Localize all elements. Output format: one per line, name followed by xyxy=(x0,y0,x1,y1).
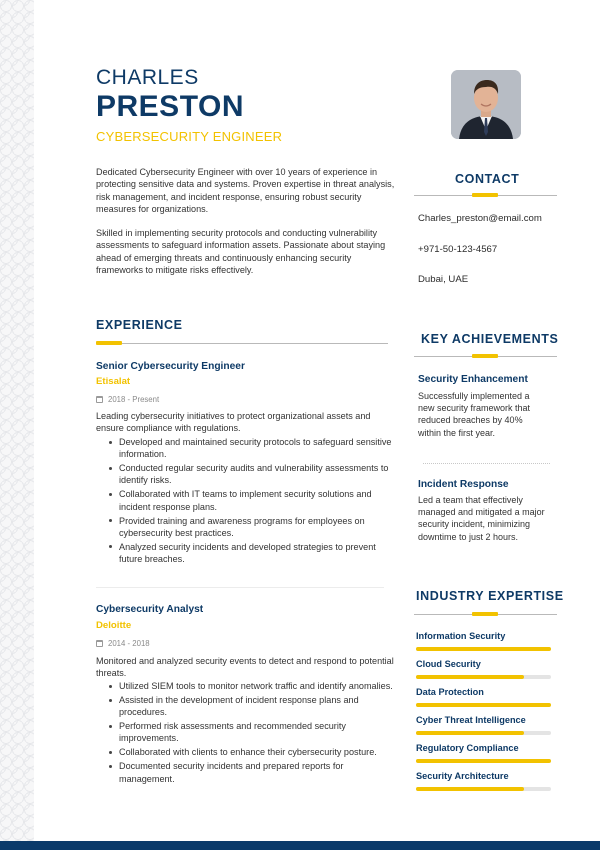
calendar-icon xyxy=(96,640,103,647)
person-portrait-icon xyxy=(451,70,521,139)
achievement-divider xyxy=(423,463,550,464)
job-bullet: Developed and maintained security protocols to safeguard sensitive information. xyxy=(107,436,397,460)
job-dates xyxy=(96,639,150,648)
job-dates xyxy=(96,395,159,404)
job-dates-text: 2014 - 2018 xyxy=(108,639,150,648)
decorative-side-pattern xyxy=(0,0,34,850)
last-name: PRESTON xyxy=(96,90,244,123)
contact-location: Dubai, UAE xyxy=(418,274,469,285)
experience-heading: EXPERIENCE xyxy=(96,318,183,332)
skill-level-bar xyxy=(416,787,551,791)
job-title: CYBERSECURITY ENGINEER xyxy=(96,129,283,144)
profile-photo xyxy=(451,70,521,139)
job-company: Deloitte xyxy=(96,620,132,631)
skill-label: Data Protection xyxy=(416,687,484,697)
job-bullet: Collaborated with clients to enhance their cybersecurity posture. xyxy=(107,746,397,758)
skill-label: Information Security xyxy=(416,631,506,641)
calendar-icon xyxy=(96,396,103,403)
achievement-text: Led a team that effectively managed and mitigated a major security incident, minimizing downtime to just 2 hours. xyxy=(418,495,545,542)
skill-level-fill xyxy=(416,787,524,791)
skill-level-bar xyxy=(416,759,551,763)
job-bullet: Performed risk assessments and recommended security improvements. xyxy=(107,720,397,744)
contact-accent-bar xyxy=(472,193,498,197)
experience-accent-bar xyxy=(96,341,122,345)
expertise-heading: INDUSTRY EXPERTISE xyxy=(416,589,564,603)
job-bullet: Provided training and awareness programs for employees on cybersecurity best practices. xyxy=(107,515,397,539)
job-divider xyxy=(96,587,384,588)
job-bullet: Utilized SIEM tools to monitor network traffic and identify anomalies. xyxy=(107,680,397,692)
summary-paragraph: Skilled in implementing security protocols and conducting vulnerability assessments to safeguard information assets. Passionate about staying ahead of emerging threats and continuously enhancing security frameworks to mitigate risks effectively. xyxy=(96,228,386,276)
skill-level-bar xyxy=(416,647,551,651)
skill-level-fill xyxy=(416,759,551,763)
skill-level-fill xyxy=(416,731,524,735)
job-company: Etisalat xyxy=(96,376,131,387)
job-bullet: Collaborated with IT teams to implement security solutions and incident response plans. xyxy=(107,488,397,512)
achievement-text: Successfully implemented a new security framework that reduced breaches by 40% within the first year. xyxy=(418,391,531,438)
contact-heading: CONTACT xyxy=(455,172,520,186)
contact-email: Charles_preston@email.com xyxy=(418,213,542,224)
skill-level-fill xyxy=(416,703,551,707)
profile-summary xyxy=(96,166,396,288)
skill-label: Cloud Security xyxy=(416,659,481,669)
contact-phone: +971-50-123-4567 xyxy=(418,244,498,255)
achievements-accent-bar xyxy=(472,354,498,358)
job-bullet: Documented security incidents and prepared reports for management. xyxy=(107,760,397,784)
job-bullet: Assisted in the development of incident response plans and procedures. xyxy=(107,694,397,718)
skill-label: Security Architecture xyxy=(416,771,509,781)
job-bullet-list xyxy=(107,436,397,567)
job-description: Monitored and analyzed security events to detect and respond to potential threats. xyxy=(96,656,394,679)
job-bullet-list xyxy=(107,680,397,787)
skill-level-fill xyxy=(416,647,551,651)
summary-paragraph: Dedicated Cybersecurity Engineer with over 10 years of experience in protecting sensitive data and systems. Proven expertise in threat analysis, risk management, and incident response, ensuring robust security measures for organizations. xyxy=(96,167,395,214)
footer-bar xyxy=(0,841,600,850)
job-dates-text: 2018 - Present xyxy=(108,395,160,404)
job-role: Cybersecurity Analyst xyxy=(96,604,204,615)
achievement-title: Incident Response xyxy=(418,479,509,490)
skill-label: Regulatory Compliance xyxy=(416,743,519,753)
skill-level-bar xyxy=(416,675,551,679)
expertise-accent-bar xyxy=(472,612,498,616)
job-bullet: Conducted regular security audits and vulnerability assessments to identify risks. xyxy=(107,462,397,486)
job-role: Senior Cybersecurity Engineer xyxy=(96,361,245,372)
job-description: Leading cybersecurity initiatives to protect organizational assets and ensure compliance with regulations. xyxy=(96,411,371,434)
achievement-title: Security Enhancement xyxy=(418,374,528,385)
skill-label: Cyber Threat Intelligence xyxy=(416,715,526,725)
experience-divider xyxy=(96,343,388,344)
skill-level-bar xyxy=(416,703,551,707)
skill-level-fill xyxy=(416,675,524,679)
first-name: CHARLES xyxy=(96,66,199,89)
job-bullet: Analyzed security incidents and developed strategies to prevent future breaches. xyxy=(107,541,397,565)
skill-level-bar xyxy=(416,731,551,735)
achievements-heading: KEY ACHIEVEMENTS xyxy=(421,332,559,346)
